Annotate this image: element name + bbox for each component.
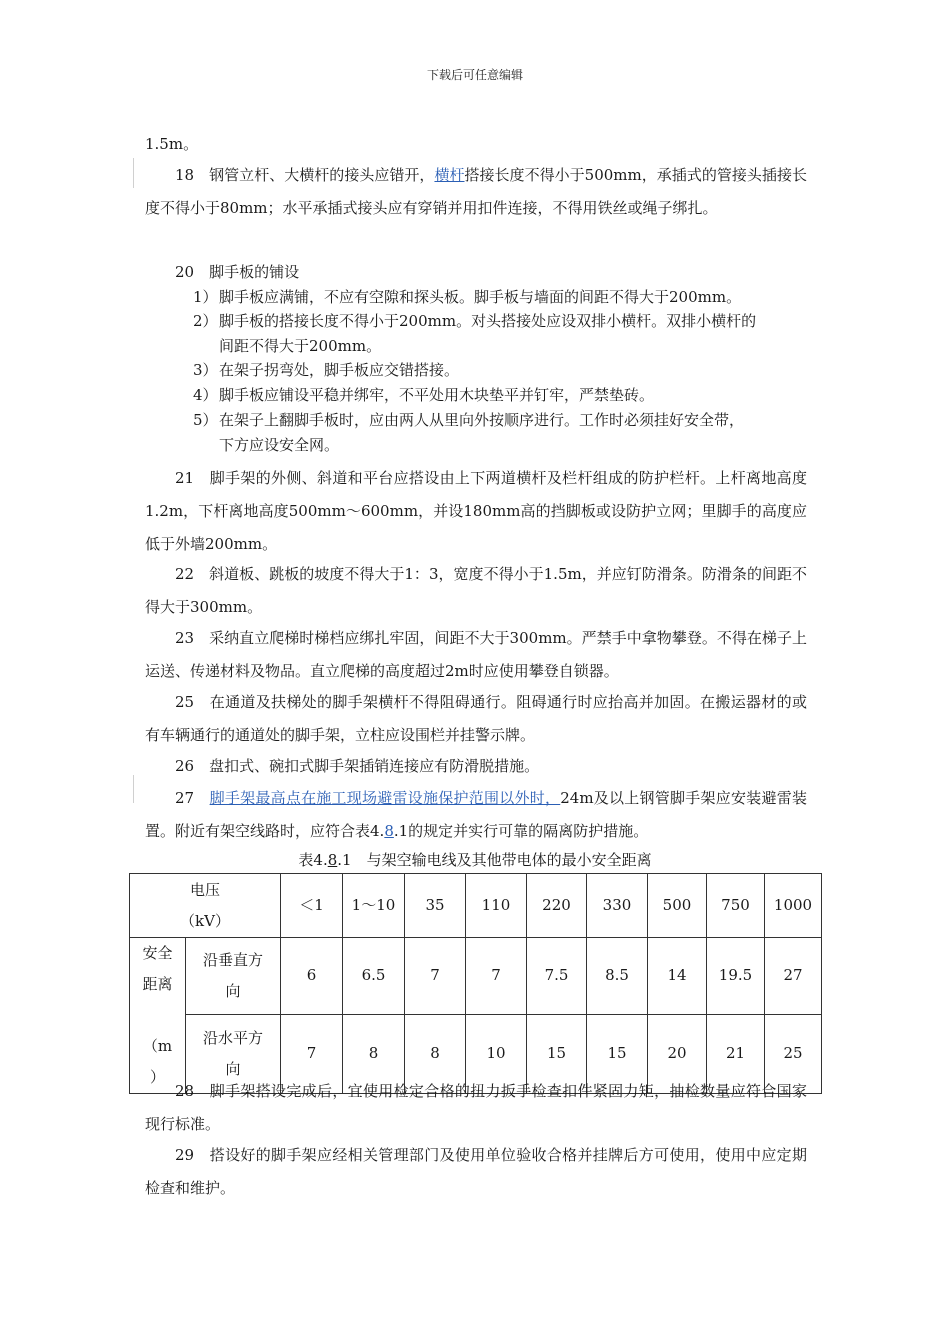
vertical-direction-label: 沿垂直方 向 bbox=[186, 938, 281, 1015]
list-item: 1）脚手板应满铺，不应有空隙和探头板。脚手板与墙面的间距不得大于200mm。 bbox=[193, 288, 742, 306]
paragraph-23: 23 采纳直立爬梯时梯档应绑扎牢固，间距不大于300mm。严禁手中拿物攀登。不得在梯子上运送、传递材料及物品。直立爬梯的高度超过2m时应使用攀登自锁器。 bbox=[145, 629, 807, 680]
paragraph-29: 29 搭设好的脚手架应经相关管理部门及使用单位验收合格并挂牌后方可使用，使用中应定期检查和维护。 bbox=[145, 1146, 807, 1197]
table-row bbox=[130, 938, 822, 1015]
table-cell: 27 bbox=[765, 938, 822, 1015]
list-item: 3）在架子拐弯处，脚手板应交错搭接。 bbox=[193, 361, 460, 379]
page-header: 下载后可任意编辑 bbox=[426, 68, 523, 82]
voltage-cell: 1～10 bbox=[343, 874, 405, 938]
voltage-cell: 1000 bbox=[765, 874, 822, 938]
voltage-cell: 500 bbox=[648, 874, 707, 938]
list-item: 5）在架子上翻脚手板时，应由两人从里向外按顺序进行。工作时必须挂好安全带， 下方应设安全网。 bbox=[193, 411, 745, 454]
paragraph-18: 18 钢管立杆、大横杆的接头应错开，横杆搭接长度不得小于500mm，承插式的管接头插接长度不得小于80mm；水平承插式接头应有穿销并用扣件连接，不得用铁丝或绳子绑扎。 bbox=[145, 166, 807, 217]
table-header-row bbox=[130, 874, 822, 938]
table-cell: 6 bbox=[281, 938, 343, 1015]
crossbar-link[interactable]: 横杆 bbox=[434, 166, 465, 184]
voltage-cell: 110 bbox=[466, 874, 527, 938]
table-cell: 21 bbox=[707, 1014, 765, 1093]
voltage-cell: 35 bbox=[405, 874, 466, 938]
table-cell: 8 bbox=[405, 1014, 466, 1093]
table-cell: 15 bbox=[527, 1014, 587, 1093]
voltage-cell: 220 bbox=[527, 874, 587, 938]
table-caption: 表4.8.1 与架空输电线及其他带电体的最小安全距离 bbox=[298, 851, 652, 869]
paragraph-26: 26 盘扣式、碗扣式脚手架插销连接应有防滑脱措施。 bbox=[175, 757, 540, 775]
paragraph-27: 27 脚手架最高点在施工现场避雷设施保护范围以外时，24m及以上钢管脚手架应安装避雷装置。附近有架空线路时，应符合表4.8.1的规定并实行可靠的隔离防护措施。 bbox=[145, 789, 807, 840]
table-cell: 10 bbox=[466, 1014, 527, 1093]
table-ref-link[interactable]: 8 bbox=[384, 822, 394, 840]
paragraph-continuation: 1.5m。 bbox=[145, 135, 199, 153]
voltage-cell: 330 bbox=[587, 874, 648, 938]
table-cell: 6.5 bbox=[343, 938, 405, 1015]
voltage-header: 电压 （kV） bbox=[130, 874, 281, 938]
table-cell: 15 bbox=[587, 1014, 648, 1093]
margin-mark bbox=[133, 158, 134, 188]
paragraph-22: 22 斜道板、跳板的坡度不得大于1：3，宽度不得小于1.5m，并应钉防滑条。防滑条的间距不得大于300mm。 bbox=[145, 565, 807, 616]
list-item: 4）脚手板应铺设平稳并绑牢，不平处用木块垫平并钉牢，严禁垫砖。 bbox=[193, 386, 655, 404]
table-cell: 7.5 bbox=[527, 938, 587, 1015]
paragraph-25: 25 在通道及扶梯处的脚手架横杆不得阻碍通行。阻碍通行时应抬高并加固。在搬运器材的或有车辆通行的通道处的脚手架，立柱应设围栏并挂警示牌。 bbox=[145, 693, 807, 744]
safety-distance-label: 安全 距离 （m ） bbox=[130, 938, 186, 1094]
table-cell: 7 bbox=[466, 938, 527, 1015]
table-cell: 14 bbox=[648, 938, 707, 1015]
paragraph-28: 28 脚手架搭设完成后，宜使用检定合格的扭力扳手检查扣件紧固力矩，抽检数量应符合国家现行标准。 bbox=[145, 1082, 807, 1133]
voltage-cell: ＜1 bbox=[281, 874, 343, 938]
safety-distance-table bbox=[129, 873, 822, 1094]
table-cell: 25 bbox=[765, 1014, 822, 1093]
paragraph-21: 21 脚手架的外侧、斜道和平台应搭设由上下两道横杆及栏杆组成的防护栏杆。上杆离地高度1.2m，下杆离地高度500mm～600mm，并设180mm高的挡脚板或设防护立网；里脚手的高度应低于外墙200mm。 bbox=[145, 469, 807, 553]
list-item: 2）脚手板的搭接长度不得小于200mm。对头搭接处应设双排小横杆。双排小横杆的 间距不得大于200mm。 bbox=[193, 312, 757, 355]
horizontal-direction-label: 沿水平方 向 bbox=[186, 1014, 281, 1093]
table-cell: 7 bbox=[405, 938, 466, 1015]
margin-mark bbox=[133, 775, 134, 803]
table-cell: 7 bbox=[281, 1014, 343, 1093]
table-cell: 8 bbox=[343, 1014, 405, 1093]
lightning-protection-link[interactable]: 脚手架最高点在施工现场避雷设施保护范围以外时， bbox=[209, 789, 561, 807]
table-cell: 20 bbox=[648, 1014, 707, 1093]
table-cell: 19.5 bbox=[707, 938, 765, 1015]
table-cell: 8.5 bbox=[587, 938, 648, 1015]
paragraph-20: 20 脚手板的铺设 bbox=[175, 263, 300, 281]
voltage-cell: 750 bbox=[707, 874, 765, 938]
